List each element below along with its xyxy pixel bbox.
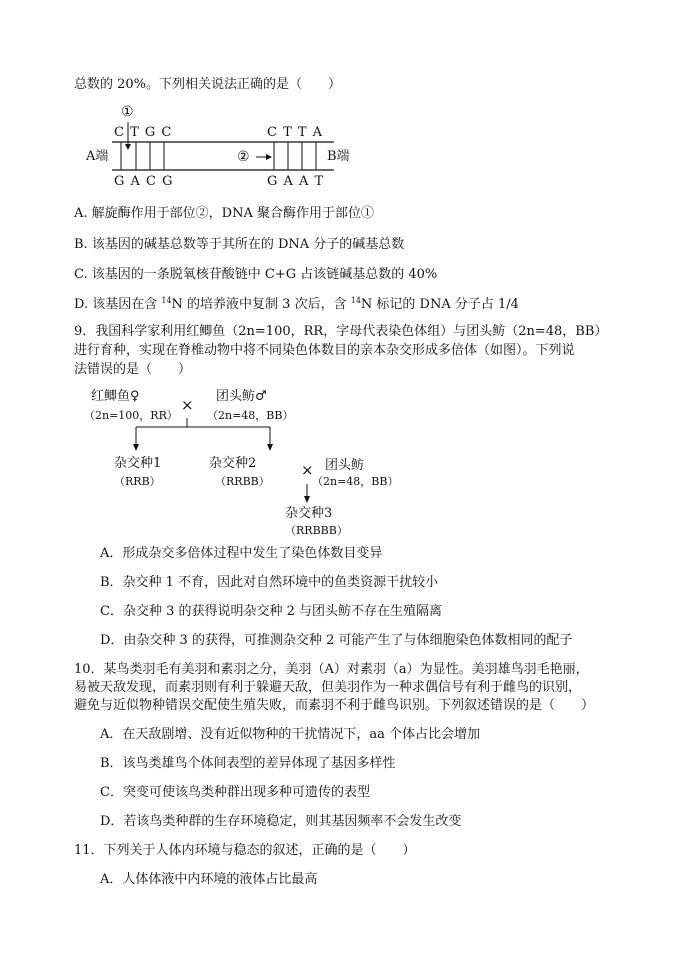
q9-stem-line: 9．我国科学家利用红鲫鱼（2n=100，RR，字母代表染色体组）与团头鲂（2n=48，BB） bbox=[74, 324, 608, 339]
marker-2-label: ② bbox=[237, 149, 250, 165]
hybrid2-info: （RRBB） bbox=[215, 475, 270, 488]
hybrid1-info: （RRB） bbox=[114, 475, 161, 488]
arrowhead-hybrid2 bbox=[267, 444, 273, 451]
parent1-info: （2n=100，RR） bbox=[84, 409, 178, 422]
q9-option-c: C．杂交种 3 的获得说明杂交种 2 与团头鲂不存在生殖隔离 bbox=[100, 604, 443, 619]
marker-2-arrowhead bbox=[266, 154, 272, 160]
question-stem-continuation: 总数的 20%。下列相关说法正确的是（ ） bbox=[74, 77, 342, 92]
hybrid3-info: （RRBBB） bbox=[285, 524, 348, 537]
q11-option-a: A．人体体液中内环境的液体占比最高 bbox=[100, 872, 318, 887]
hybrid2-name: 杂交种2 bbox=[209, 456, 257, 471]
q10-option-c: C．突变可使该鸟类种群出现多种可遗传的表型 bbox=[100, 785, 370, 800]
q10-stem-line: 易被天敌发现，而素羽则有利于躲避天敌，但美羽作为一种求偶信号有利于雌鸟的识别， bbox=[74, 680, 582, 695]
arrowhead-hybrid1 bbox=[133, 444, 139, 451]
q8-option-d: D. 该基因在含 $^{14}$N 的培养液中复制 3 次后，含 $^{14}$N 标记的 DNA 分子占 1/4 bbox=[74, 296, 519, 312]
cross-symbol-2: × bbox=[301, 461, 314, 479]
b-end-label: B端 bbox=[327, 149, 350, 164]
a-end-label: A端 bbox=[86, 149, 109, 164]
q10-option-b: B．该鸟类雄鸟个体间表型的差异体现了基因多样性 bbox=[100, 756, 396, 771]
q10-stem-line: 10．某鸟类羽毛有美羽和素羽之分，美羽（A）对素羽（a）为显性。美羽雄鸟羽毛艳丽， bbox=[74, 662, 589, 677]
arrowhead-hybrid3 bbox=[304, 496, 310, 503]
q10-option-a: A．在天敌剧增、没有近似物种的干扰情况下，aa 个体占比会增加 bbox=[100, 727, 481, 742]
parent3-name: 团头鲂 bbox=[325, 458, 365, 473]
cross-symbol: × bbox=[181, 396, 194, 414]
q8-option-a: A. 解旋酶作用于部位②，DNA 聚合酶作用于部位① bbox=[74, 206, 374, 221]
q9-stem-line: 法错误的是（ ） bbox=[74, 362, 192, 377]
q11-stem: 11．下列关于人体内环境与稳态的叙述，正确的是（ ） bbox=[74, 843, 416, 858]
parent1-name: 红鲫鱼♀ bbox=[91, 389, 140, 404]
top-right-bases: C T T A bbox=[267, 125, 324, 140]
bottom-right-bases: G A A T bbox=[267, 174, 325, 189]
q9-stem-line: 进行育种，实现在脊椎动物中将不同染色体数目的亲本杂交形成多倍体（如图）。下列说 bbox=[74, 343, 575, 358]
q8-option-b: B. 该基因的碱基总数等于其所在的 DNA 分子的碱基总数 bbox=[74, 237, 405, 252]
parent2-name: 团头鲂♂ bbox=[216, 389, 267, 404]
q10-option-d: D．若该鸟类种群的生存环境稳定，则其基因频率不会发生改变 bbox=[100, 814, 462, 829]
q9-option-a: A．形成杂交多倍体过程中发生了染色体数目变异 bbox=[100, 546, 383, 561]
q10-stem-line: 避免与近似物种错误交配使生殖失败，而素羽不利于雌鸟识别。下列叙述错误的是（ ） bbox=[74, 698, 595, 713]
q8-option-c: C. 该基因的一条脱氧核苷酸链中 C+G 占该链碱基总数的 40% bbox=[74, 267, 438, 282]
q9-option-d: D．由杂交种 3 的获得，可推测杂交种 2 可能产生了与体细胞染色体数相同的配子 bbox=[100, 633, 573, 648]
bottom-left-bases: G A C G bbox=[114, 174, 174, 189]
parent2-info: （2n=48，BB） bbox=[207, 409, 294, 422]
parent3-info: （2n=48，BB） bbox=[312, 475, 399, 488]
q9-option-b: B．杂交种 1 不育，因此对自然环境中的鱼类资源干扰较小 bbox=[100, 575, 439, 590]
hybrid3-name: 杂交种3 bbox=[285, 506, 333, 521]
top-left-bases: C T G C bbox=[114, 125, 173, 140]
hybrid1-name: 杂交种1 bbox=[114, 456, 162, 471]
marker-1-arrowhead bbox=[125, 144, 131, 150]
marker-1-label: ① bbox=[121, 104, 134, 120]
